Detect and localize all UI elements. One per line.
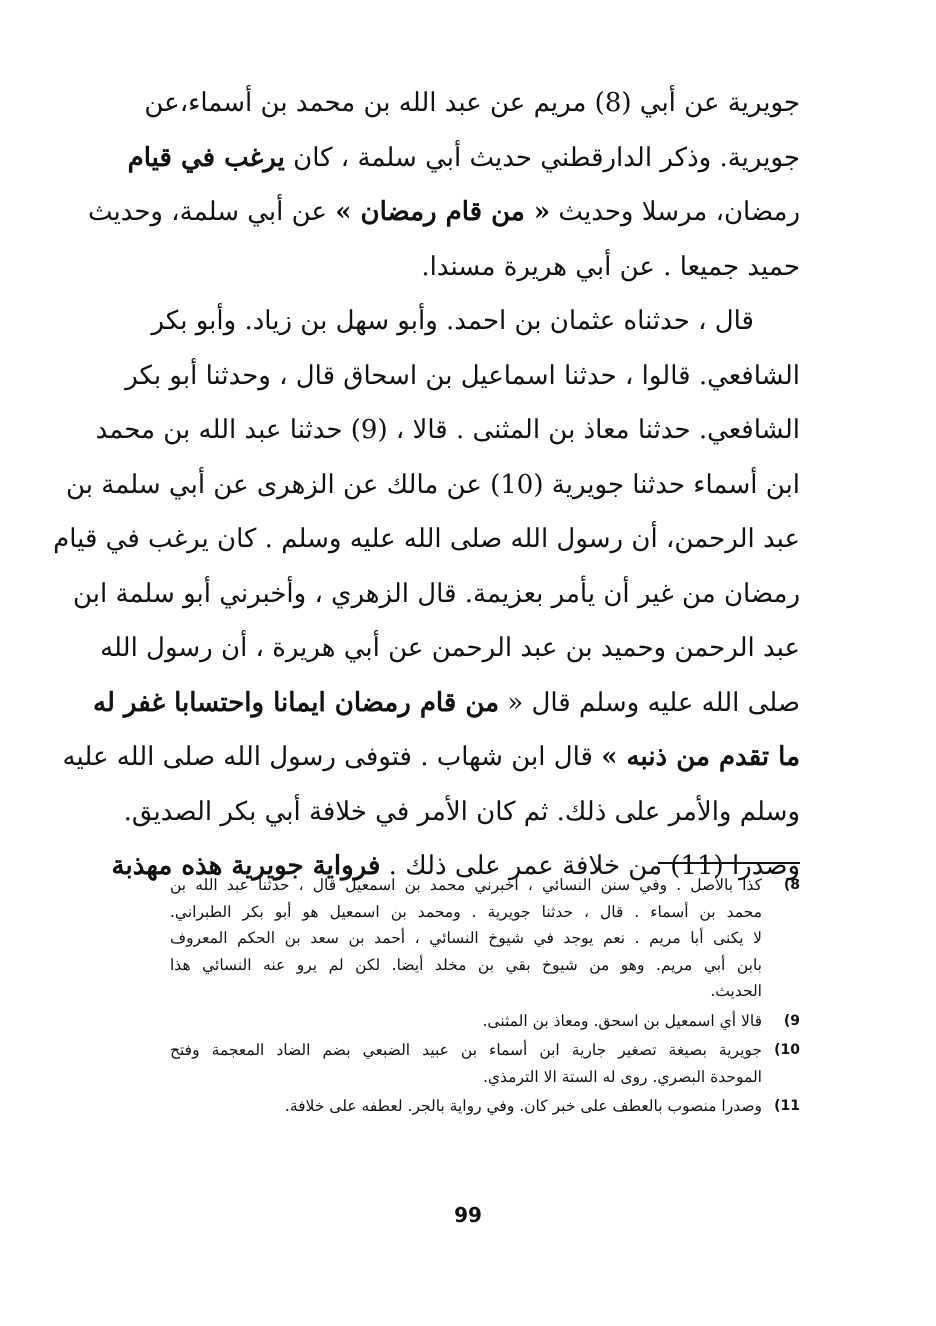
text-line bbox=[123, 785, 800, 840]
text-span: وصدرا (11) من خلافة عمر على ذلك . bbox=[380, 851, 800, 881]
footnote bbox=[170, 1093, 800, 1120]
text-line bbox=[65, 458, 800, 513]
bold-text-span: « من قام رمضان » bbox=[335, 197, 551, 227]
text-span: رمضان، مرسلا وحديث bbox=[550, 197, 800, 227]
text-line bbox=[125, 349, 800, 404]
text-span: صلى الله عليه وسلم قال « bbox=[499, 687, 800, 718]
footnote-number: 9) bbox=[783, 1012, 800, 1029]
text-span: قال ابن شهاب . فتوفى رسول الله صلى الله عليه bbox=[62, 742, 602, 772]
text-line bbox=[95, 403, 800, 458]
main-text bbox=[53, 76, 800, 894]
footnote-line: جويرية بصيغة تصغير جارية ابن أسماء بن عبيد الضبعي بضم الضاد المعجمة وفتح bbox=[170, 1041, 762, 1059]
footnote-line: محمد بن أسماء . قال ، حدثنا جويرية . ومحمد بن اسمعيل هو أبو بكر الطبراني. bbox=[170, 902, 762, 921]
text-span: جويرية. وذكر الدارقطني حديث أبي سلمة ، كان bbox=[284, 142, 800, 173]
footnote-number: 10) bbox=[774, 1042, 800, 1058]
bold-text-span: ما تقدم من ذنبه » bbox=[601, 742, 800, 772]
text-span: جويرية عن أبي (8) مريم عن عبد الله بن محمد بن أسماء،عن bbox=[144, 88, 800, 118]
footnote-number: 11) bbox=[774, 1098, 800, 1114]
footnote-separator bbox=[658, 862, 800, 864]
text-span: الشافعي. قالوا ، حدثنا اسماعيل بن اسحاق قال ، وحدثنا أبو بكر bbox=[125, 360, 800, 391]
footnote-line: بابن أبي مريم. وهو من شيوخ بقي بن مخلد أيضا. لكن لم يرو عنه النسائي هذا bbox=[170, 955, 762, 974]
text-span: رمضان من غير أن يأمر بعزيمة. قال الزهري ، وأخبرني أبو سلمة ابن bbox=[72, 578, 800, 609]
text-line bbox=[127, 131, 800, 186]
text-line bbox=[144, 76, 800, 131]
text-span: عبد الرحمن، أن رسول الله صلى الله عليه وسلم . كان يرغب في قيام bbox=[53, 524, 800, 554]
bold-text-span: من قام رمضان ايمانا واحتسابا غفر له bbox=[93, 687, 500, 718]
text-line bbox=[100, 621, 800, 676]
text-line bbox=[151, 294, 800, 349]
text-span: عبد الرحمن وحميد بن عبد الرحمن عن أبي هريرة ، أن رسول الله bbox=[100, 633, 800, 663]
footnote-line: قالا أي اسمعيل بن اسحق. ومعاذ بن المثنى. bbox=[482, 1011, 762, 1030]
footnotes bbox=[170, 872, 800, 1123]
text-line bbox=[170, 240, 800, 295]
text-span: قال ، حدثناه عثمان بن احمد. وأبو سهل بن زياد. وأبو بكر bbox=[151, 306, 754, 336]
text-line bbox=[62, 730, 800, 785]
text-span: حميد جميعا . عن أبي هريرة مسندا. bbox=[421, 251, 800, 282]
bold-text-span: يرغب في قيام bbox=[127, 142, 285, 173]
footnote bbox=[170, 872, 800, 1005]
footnote bbox=[170, 1037, 800, 1090]
text-line bbox=[72, 567, 800, 622]
footnote-number: 8) bbox=[783, 877, 800, 893]
text-line bbox=[87, 185, 800, 240]
footnote-line: الموحدة البصري. روى له الستة الا الترمذي. bbox=[482, 1067, 762, 1086]
footnote-line: لا يكنى أبا مريم . نعم يوجد في شيوخ النسائي ، أحمد بن سعد بن الحكم المعروف bbox=[170, 929, 762, 947]
text-span: ابن أسماء حدثنا جويرية (10) عن مالك عن الزهرى عن أبي سلمة بن bbox=[65, 469, 800, 500]
text-span: وسلم والأمر على ذلك. ثم كان الأمر في خلافة أبي بكر الصديق. bbox=[123, 796, 800, 827]
text-span: الشافعي. حدثنا معاذ بن المثنى . قالا ، (9) حدثنا عبد الله بن محمد bbox=[95, 415, 800, 445]
footnote-line: كذا بالأصل . وفي سنن النسائي ، أخبرني محمد بن اسمعيل قال ، حدثنا عبد الله بن bbox=[170, 876, 762, 894]
text-line bbox=[93, 676, 800, 731]
text-line bbox=[53, 512, 800, 567]
footnote-line: الحديث. bbox=[710, 982, 762, 1000]
footnote-line: وصدرا منصوب بالعطف على خبر كان. وفي رواية بالجر. لعطفه على خلافة. bbox=[284, 1097, 762, 1115]
page-number: 99 bbox=[454, 1203, 482, 1227]
footnote bbox=[170, 1008, 800, 1035]
text-span: عن أبي سلمة، وحديث bbox=[87, 197, 336, 227]
bold-text-span: فرواية جويرية هذه مهذبة bbox=[111, 851, 381, 881]
